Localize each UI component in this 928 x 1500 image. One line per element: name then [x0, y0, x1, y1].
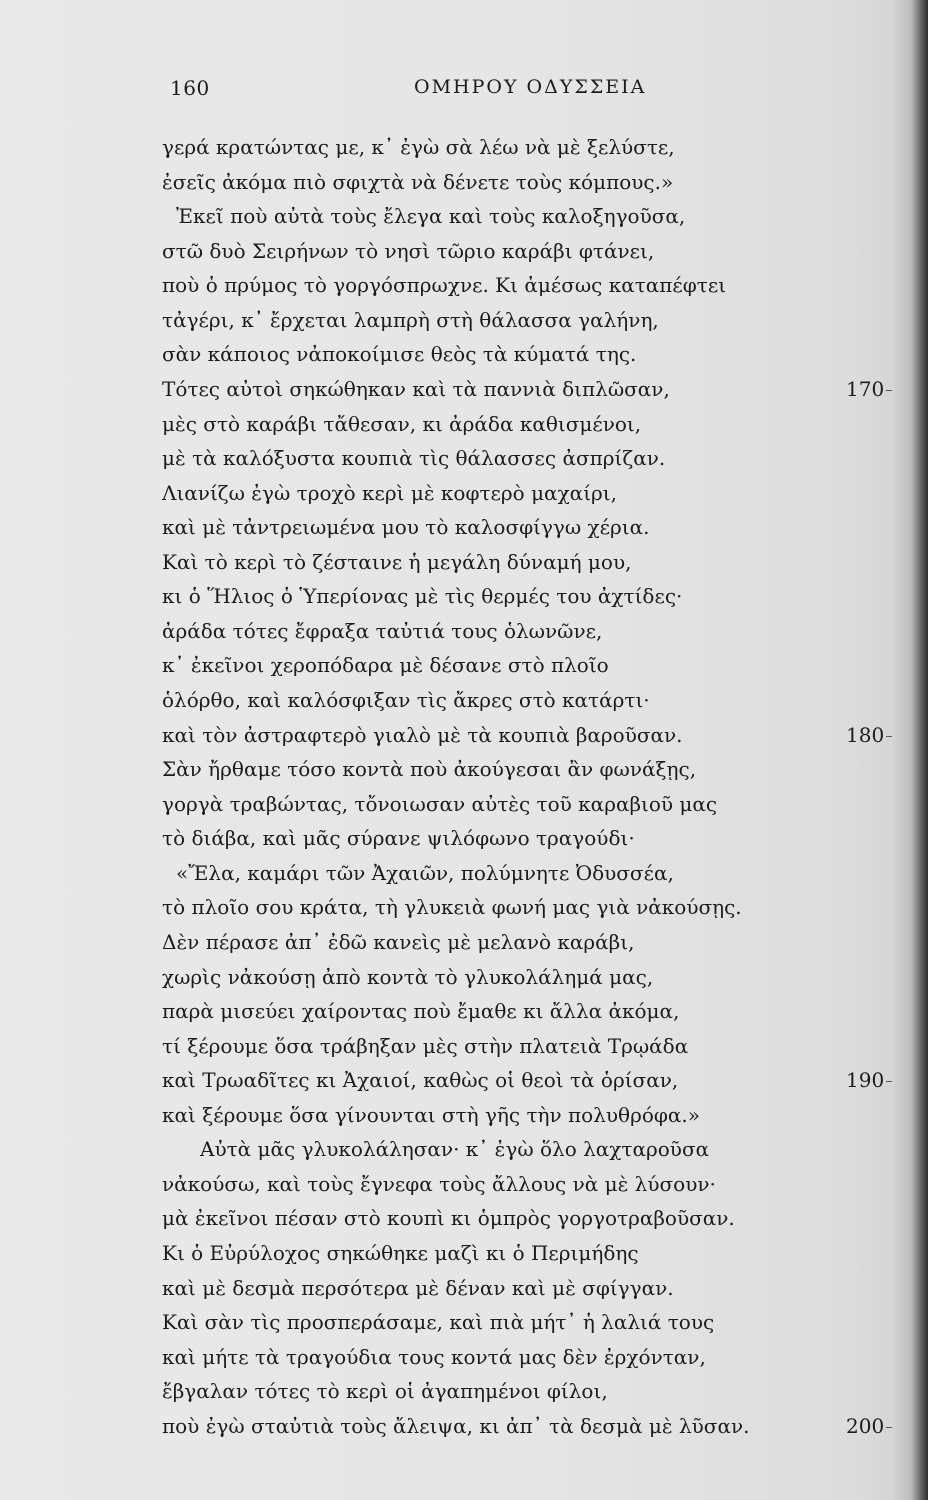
verse-line [0, 890, 928, 925]
verse-line [0, 130, 928, 165]
line-number: 200 [846, 1409, 892, 1444]
verse-text: Κι ὁ Εὐρύλοχος σηκώθηκε μαζὶ κι ὁ Περιμήδης [162, 1241, 639, 1265]
verse-line [0, 752, 928, 787]
poem-text [0, 130, 928, 1443]
verse-text: κι ὁ Ἥλιος ὁ Ὑπερίονας μὲ τὶς θερμές του ἀχτίδες· [162, 584, 683, 609]
verse-text: ἔβγαλαν τότες τὸ κερὶ οἱ ἀγαπημένοι φίλοι, [162, 1379, 608, 1404]
verse-line [0, 303, 928, 338]
verse-line [0, 476, 928, 511]
verse-line [0, 1340, 928, 1375]
verse-text: ποὺ ὁ πρύμος τὸ γοργόσπρωχνε. Κι ἀμέσως καταπέφτει [162, 273, 727, 298]
verse-text: χωρὶς νἀκούσῃ ἀπὸ κοντὰ τὸ γλυκολάλημά μας, [162, 964, 654, 989]
verse-text: Ἐκεῖ ποὺ αὐτὰ τοὺς ἔλεγα καὶ τοὺς καλοξηγοῦσα, [176, 204, 686, 229]
verse-line [0, 1305, 928, 1340]
verse-text: καὶ τὸν ἀστραφτερὸ γιαλὸ μὲ τὰ κουπιὰ βαροῦσαν. [162, 722, 683, 747]
verse-text: τὸ πλοῖο σου κράτα, τὴ γλυκειὰ φωνή μας γιὰ νἀκούσῃς. [162, 895, 742, 920]
verse-text: τί ξέρουμε ὅσα τράβηξαν μὲς στὴν πλατειὰ Τρῳάδα [162, 1033, 689, 1058]
verse-text: Λιανίζω ἐγὼ τροχὸ κερὶ μὲ κοφτερὸ μαχαίρι, [162, 480, 617, 505]
verse-text: Καὶ σὰν τὶς προσπεράσαμε, καὶ πιὰ μήτ᾽ ἡ λαλιά τους [162, 1310, 715, 1335]
verse-line [0, 1271, 928, 1306]
verse-line [0, 787, 928, 822]
verse-line [0, 614, 928, 649]
verse-text: ὁλόρθο, καὶ καλόσφιξαν τὶς ἄκρες στὸ κατάρτι· [162, 688, 650, 712]
verse-line [0, 1098, 928, 1133]
verse-line [0, 1201, 928, 1236]
verse-line [0, 683, 928, 718]
verse-line [0, 925, 928, 960]
verse-text: στῶ δυὸ Σειρήνων τὸ νησὶ τῶριο καράβι φτάνει, [162, 238, 655, 263]
verse-text: μὲς στὸ καράβι τἄθεσαν, κι ἀράδα καθισμένοι, [162, 411, 642, 436]
verse-text: καὶ μὲ δεσμὰ περσότερα μὲ δέναν καὶ μὲ σφίγγαν. [162, 1275, 674, 1300]
running-title: ΟΜΗΡΟΥ ΟΔΥΣΣΕΙΑ [414, 76, 647, 98]
verse-line [0, 165, 928, 200]
verse-line [0, 718, 928, 753]
verse-text: καὶ Τρωαδῖτες κι Ἀχαιοί, καθὼς οἱ θεοὶ τὰ ὁρίσαν, [162, 1068, 679, 1093]
verse-line [0, 994, 928, 1029]
verse-line [0, 234, 928, 269]
verse-line [0, 407, 928, 442]
verse-line [0, 960, 928, 995]
verse-text: Δὲν πέρασε ἀπ᾽ ἐδῶ κανεὶς μὲ μελανὸ καράβι, [162, 929, 635, 954]
verse-line [0, 1029, 928, 1064]
verse-line [0, 441, 928, 476]
verse-text: καὶ ξέρουμε ὅσα γίνουνται στὴ γῆς τὴν πολυθρόφα.» [162, 1102, 700, 1127]
verse-text: Καὶ τὸ κερὶ τὸ ζέσταινε ἡ μεγάλη δύναμή μου, [162, 549, 632, 574]
verse-text: καὶ μήτε τὰ τραγούδια τους κοντά μας δὲν ἐρχόνταν, [162, 1344, 706, 1369]
verse-text: σὰν κάποιος νἀποκοίμισε θεὸς τὰ κύματά της. [162, 342, 637, 367]
line-number: 190 [846, 1063, 892, 1098]
verse-text: γοργὰ τραβώντας, τὄνοιωσαν αὐτὲς τοῦ καραβιοῦ μας [162, 791, 718, 816]
verse-text: ποὺ ἐγὼ σταὐτιὰ τοὺς ἄλειψα, κι ἀπ᾽ τὰ δεσμὰ μὲ λῦσαν. [162, 1413, 750, 1438]
line-number: 180 [846, 718, 892, 753]
verse-text: «Ἔλα, καμάρι τῶν Ἀχαιῶν, πολύμνητε Ὀδυσσέα, [176, 860, 674, 885]
verse-text: μὰ ἐκεῖνοι πέσαν στὸ κουπὶ κι ὁμπρὸς γοργοτραβοῦσαν. [162, 1206, 735, 1231]
verse-text: Σὰν ἤρθαμε τόσο κοντὰ ποὺ ἀκούγεσαι ἂν φωνάξῃς, [162, 757, 697, 782]
page-header [170, 76, 810, 104]
verse-line [0, 268, 928, 303]
verse-line [0, 1132, 928, 1167]
page-number: 160 [170, 76, 210, 100]
verse-line [0, 821, 928, 856]
verse-line [0, 372, 928, 407]
verse-text: ἀράδα τότες ἔφραξα ταὐτιά τους ὁλωνῶνε, [162, 618, 603, 643]
verse-text: παρὰ μισεύει χαίροντας ποὺ ἔμαθε κι ἄλλα ἀκόμα, [162, 999, 680, 1024]
verse-line [0, 510, 928, 545]
verse-text: τἀγέρι, κ᾽ ἔρχεται λαμπρὴ στὴ θάλασσα γαλήνη, [162, 307, 659, 332]
verse-line [0, 1374, 928, 1409]
verse-text: μὲ τὰ καλόξυστα κουπιὰ τὶς θάλασσες ἀσπρίζαν. [162, 446, 666, 471]
verse-line [0, 1063, 928, 1098]
verse-line [0, 856, 928, 891]
verse-text: ἐσεῖς ἀκόμα πιὸ σφιχτὰ νὰ δένετε τοὺς κόμπους.» [162, 169, 674, 194]
verse-text: κ᾽ ἐκεῖνοι χεροπόδαρα μὲ δέσανε στὸ πλοῖο [162, 653, 609, 678]
verse-text: γερά κρατώντας με, κ᾽ ἐγὼ σὰ λέω νὰ μὲ ξελύστε, [162, 135, 675, 159]
verse-text: τὸ διάβα, καὶ μᾶς σύρανε ψιλόφωνο τραγούδι· [162, 826, 635, 851]
verse-line [0, 1236, 928, 1271]
line-number: 170 [846, 372, 892, 407]
verse-text: Αὐτὰ μᾶς γλυκολάλησαν· κ᾽ ἐγὼ ὅλο λαχταροῦσα [200, 1137, 710, 1162]
verse-line [0, 337, 928, 372]
verse-text: νἀκούσω, καὶ τοὺς ἔγνεφα τοὺς ἄλλους νὰ μὲ λύσουν· [162, 1171, 716, 1196]
verse-text: καὶ μὲ τἀντρειωμένα μου τὸ καλοσφίγγω χέρια. [162, 515, 650, 540]
verse-line [0, 579, 928, 614]
verse-line [0, 1409, 928, 1444]
verse-line [0, 648, 928, 683]
verse-text: Τότες αὐτοὶ σηκώθηκαν καὶ τὰ παννιὰ διπλῶσαν, [162, 376, 670, 401]
verse-line [0, 1167, 928, 1202]
verse-line [0, 199, 928, 234]
verse-line [0, 545, 928, 580]
